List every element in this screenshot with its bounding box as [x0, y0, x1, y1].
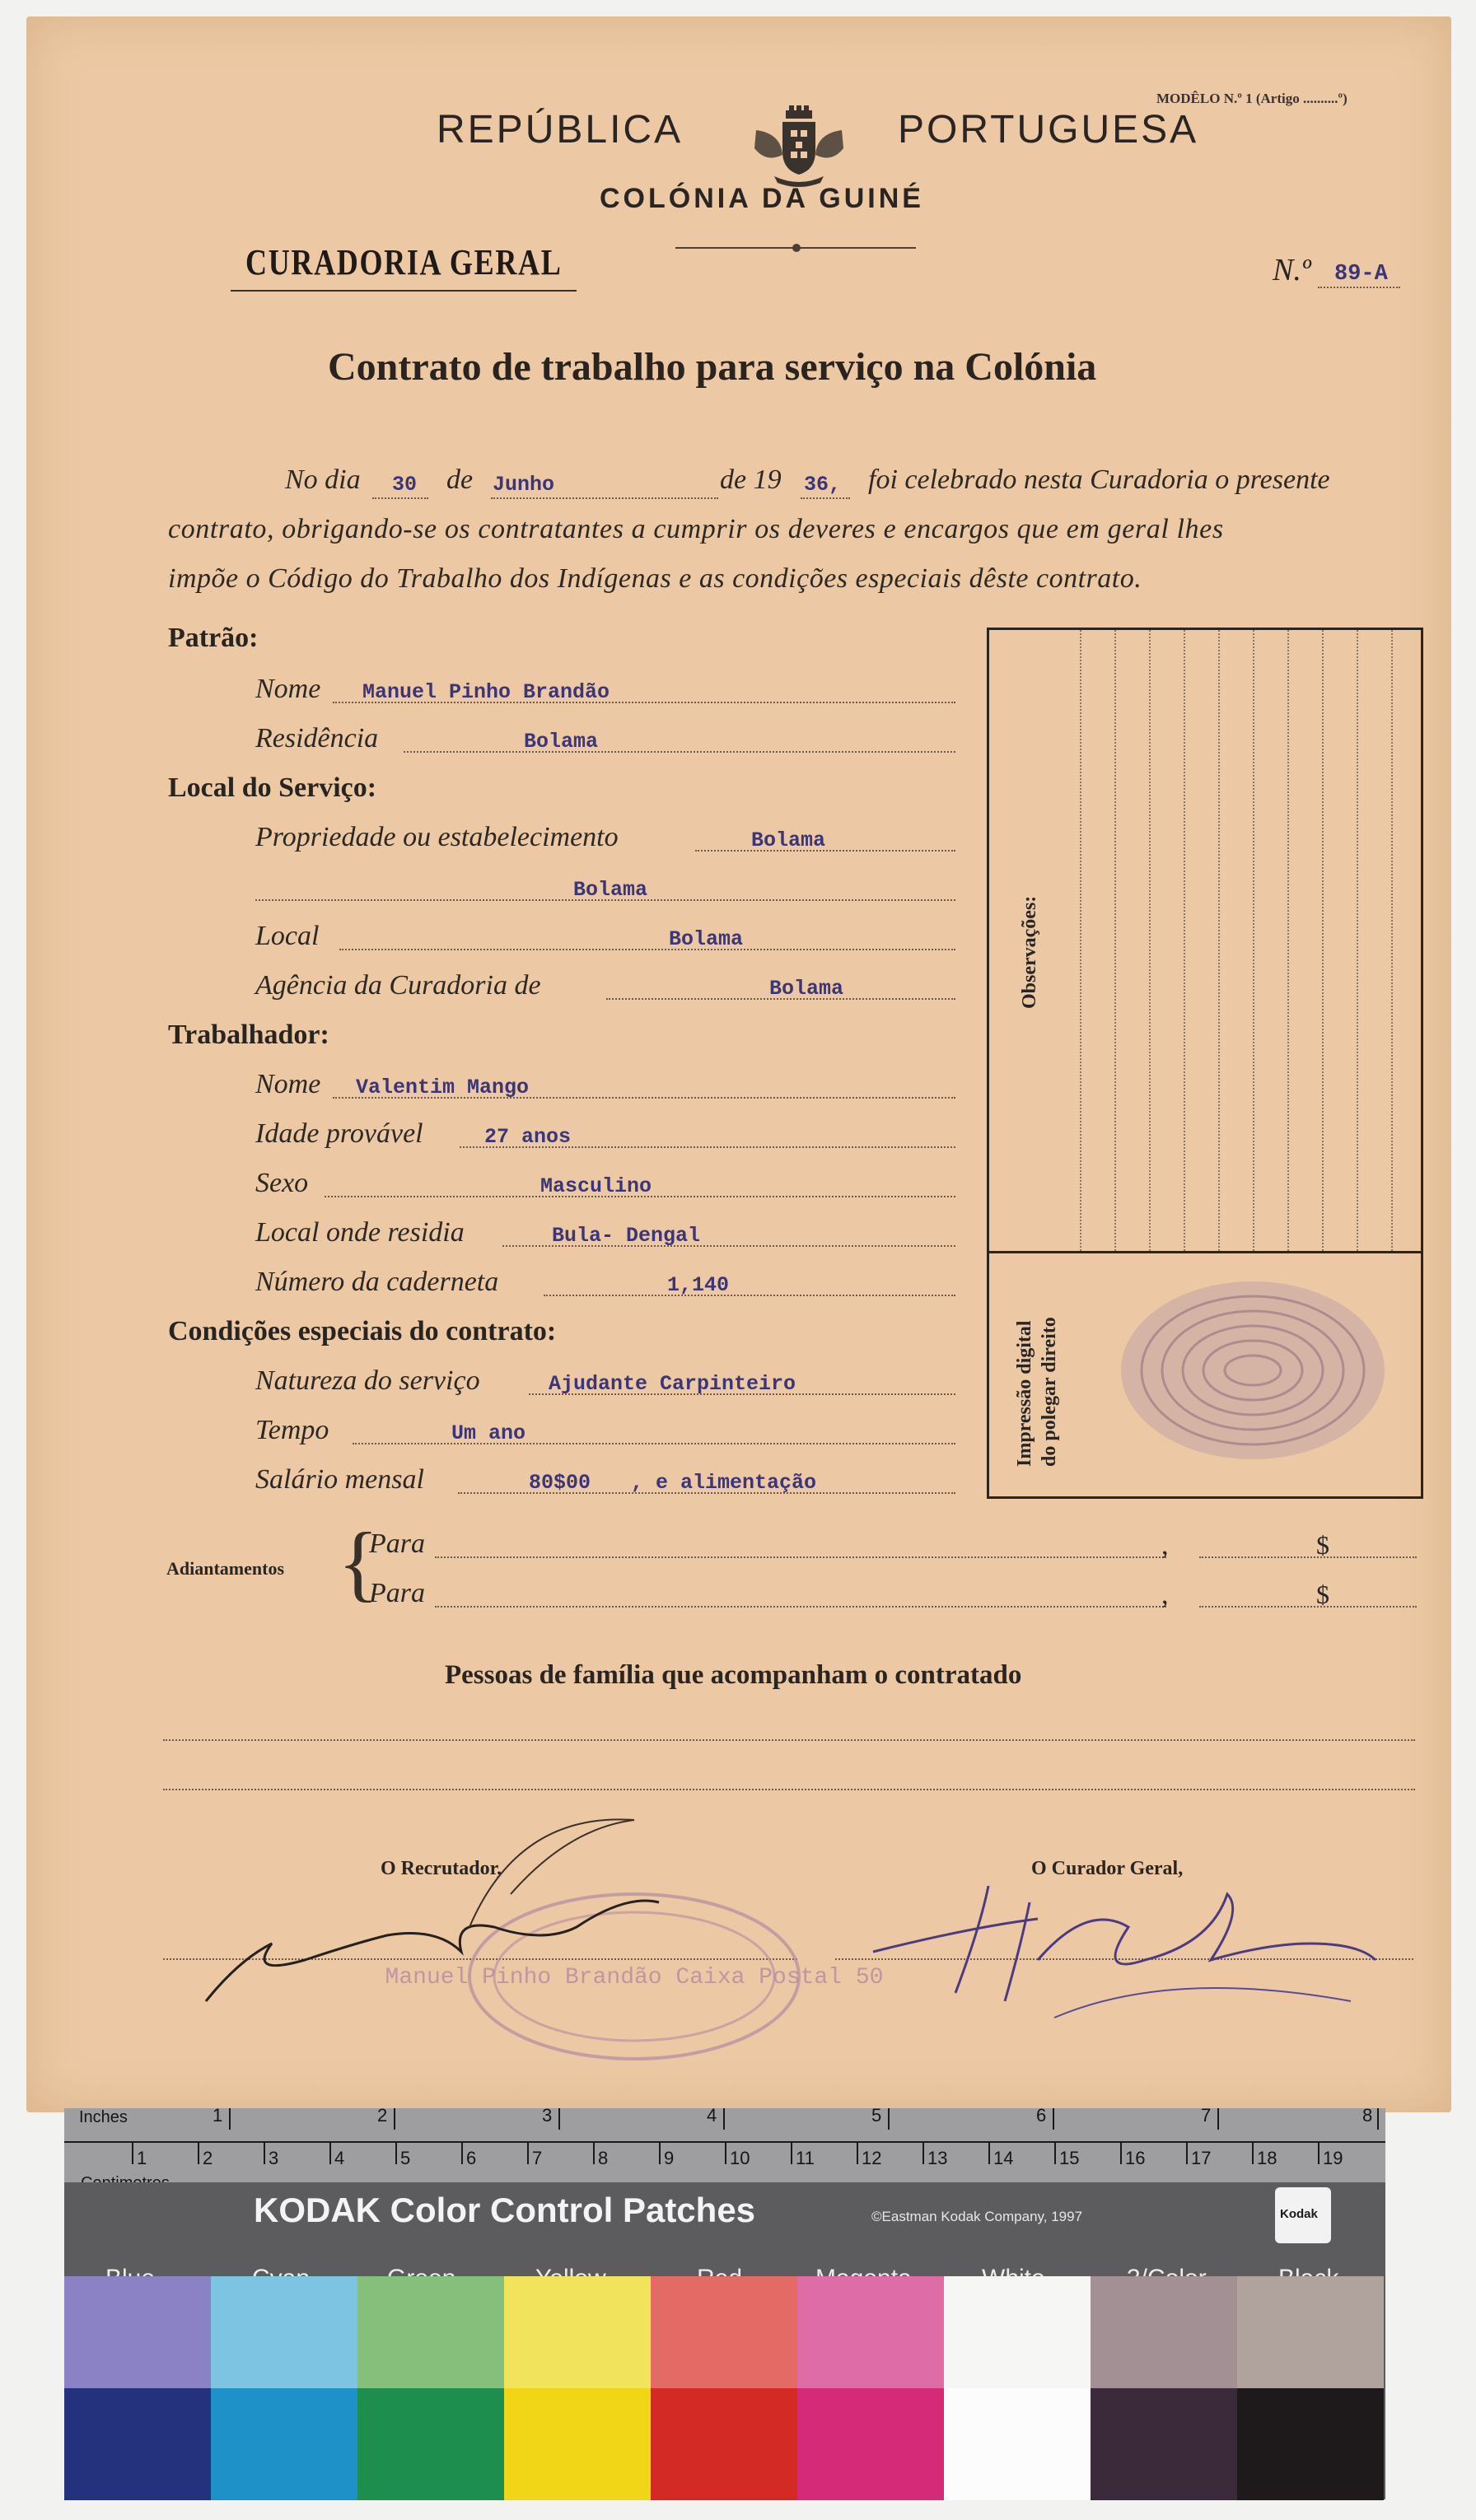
- coat-of-arms-icon: [750, 105, 848, 188]
- patch-top-red: [651, 2276, 797, 2388]
- inch-tick-label: 7: [1201, 2105, 1212, 2126]
- cm-tick: [329, 2143, 331, 2164]
- obs-column-line: [1357, 630, 1358, 1251]
- propriedade-extra-value: Bolama: [573, 878, 648, 902]
- adiantamento-comma-1: ,: [1161, 1530, 1169, 1561]
- inch-tick: [1053, 2108, 1054, 2130]
- caderneta-line: [544, 1295, 955, 1296]
- adiantamento-line-2: [435, 1606, 1166, 1608]
- recrutador-label: O Recrutador,: [381, 1858, 502, 1879]
- cm-tick-label: 10: [730, 2148, 750, 2168]
- adiantamento-para-2: Para: [369, 1578, 425, 1608]
- tempo-line: [353, 1443, 955, 1444]
- thumbprint-icon: [1113, 1276, 1393, 1465]
- inch-tick: [558, 2108, 560, 2130]
- trabalhador-nome-label: Nome: [255, 1069, 321, 1099]
- intro-no-dia: No dia: [285, 464, 361, 495]
- adiantamento-dollar-1: $: [1316, 1530, 1329, 1560]
- cm-tick: [1252, 2143, 1254, 2164]
- salario-extra: , e alimentação: [631, 1471, 817, 1495]
- curadoria-title: CURADORIA GERAL: [245, 242, 563, 282]
- cm-tick: [988, 2143, 990, 2164]
- colonia-text: COLÓNIA DA GUINÉ: [600, 183, 924, 214]
- cm-tick: [857, 2143, 858, 2164]
- cm-tick-label: 3: [269, 2148, 279, 2168]
- impressao-label-2: do polegar direito: [1039, 1317, 1060, 1467]
- observacoes-box: [987, 628, 1423, 1499]
- trabalhador-heading: Trabalhador:: [168, 1020, 329, 1050]
- cm-tick-label: 15: [1059, 2148, 1080, 2168]
- impressao-label-1: Impressão digital: [1014, 1320, 1035, 1467]
- adiantamentos-label: Adiantamentos: [166, 1558, 285, 1579]
- condicoes-heading: Condições especiais do contrato:: [168, 1316, 557, 1346]
- residia-label: Local onde residia: [255, 1217, 465, 1248]
- obs-column-line: [1322, 630, 1324, 1251]
- adiantamento-para-1: Para: [369, 1528, 425, 1559]
- cm-tick: [791, 2143, 792, 2164]
- patrao-residencia-label: Residência: [255, 723, 379, 754]
- inch-tick-label: 4: [707, 2105, 717, 2126]
- inch-tick: [723, 2108, 725, 2130]
- cm-tick-label: 13: [927, 2148, 948, 2168]
- cm-tick-label: 6: [466, 2148, 477, 2168]
- inch-tick: [888, 2108, 890, 2130]
- cm-tick-label: 1: [137, 2148, 147, 2168]
- adiantamentos-brace: {: [338, 1515, 379, 1610]
- numero-dotted-line: [1318, 287, 1400, 288]
- curador-label: O Curador Geral,: [1031, 1858, 1184, 1879]
- cm-tick-label: 19: [1323, 2148, 1343, 2168]
- inch-tick-label: 3: [542, 2105, 553, 2126]
- obs-column-line: [1114, 630, 1116, 1251]
- cm-tick-label: 9: [664, 2148, 675, 2168]
- curador-signature: [857, 1861, 1417, 2042]
- obs-column-line: [1253, 630, 1254, 1251]
- kodak-logo-text: Kodak: [1280, 2207, 1318, 2221]
- patrao-residencia-value: Bolama: [524, 730, 599, 754]
- local-label: Local: [255, 921, 320, 951]
- natureza-label: Natureza do serviço: [255, 1365, 480, 1396]
- sexo-label: Sexo: [255, 1168, 309, 1198]
- cm-tick: [527, 2143, 529, 2164]
- patch-top-white: [944, 2276, 1091, 2388]
- patch-top-magenta: [797, 2276, 944, 2388]
- cm-tick-label: 8: [598, 2148, 609, 2168]
- patch-top-black: [1237, 2276, 1384, 2388]
- propriedade-label: Propriedade ou estabelecimento: [255, 822, 619, 852]
- local-line: [339, 949, 955, 950]
- patch-bottom-blue: [64, 2388, 211, 2500]
- idade-label: Idade provável: [255, 1118, 423, 1149]
- intro-line3: impõe o Código do Trabalho dos Indígenas e as condições especiais dêste contrato.: [168, 563, 1142, 594]
- intro-mes-line: [491, 497, 718, 499]
- caderneta-value: 1,140: [667, 1273, 730, 1297]
- cm-tick: [198, 2143, 199, 2164]
- inch-tick: [1217, 2108, 1219, 2130]
- curadoria-underline: [231, 290, 577, 292]
- patch-top-green: [357, 2276, 504, 2388]
- patch-bottom-black: [1237, 2388, 1384, 2500]
- patch-top-yellow: [504, 2276, 651, 2388]
- obs-divider: [989, 1251, 1421, 1253]
- inch-tick-label: 1: [213, 2105, 223, 2126]
- intro-de: de: [446, 464, 474, 495]
- cm-tick: [725, 2143, 726, 2164]
- agencia-label: Agência da Curadoria de: [255, 970, 541, 1001]
- intro-dia-line: [372, 497, 428, 499]
- intro-de-19: de 19: [720, 464, 782, 495]
- natureza-value: Ajudante Carpinteiro: [549, 1372, 796, 1396]
- intro-ano-value: 36,: [804, 473, 842, 497]
- adiantamento-amount-line-1: [1199, 1556, 1417, 1558]
- obs-column-line: [1184, 630, 1185, 1251]
- inch-tick: [229, 2108, 231, 2130]
- intro-line1-end: foi celebrado nesta Curadoria o presente: [868, 464, 1330, 495]
- cm-tick: [395, 2143, 397, 2164]
- tempo-label: Tempo: [255, 1415, 329, 1445]
- cm-tick-label: 7: [532, 2148, 543, 2168]
- obs-column-line: [1287, 630, 1289, 1251]
- inch-tick: [1377, 2108, 1379, 2130]
- obs-column-line: [1391, 630, 1393, 1251]
- inch-tick-label: 5: [871, 2105, 882, 2126]
- kodak-title: KODAK Color Control Patches: [254, 2191, 756, 2229]
- stamp-text: Manuel Pinho Brandão Caixa Postal 50: [385, 1965, 884, 1990]
- cm-tick-label: 18: [1257, 2148, 1277, 2168]
- patch-bottom-cyan: [211, 2388, 357, 2500]
- cm-tick-label: 14: [993, 2148, 1014, 2168]
- obs-column-line: [1218, 630, 1220, 1251]
- agencia-value: Bolama: [769, 977, 844, 1001]
- cm-tick-label: 4: [334, 2148, 345, 2168]
- cm-tick: [1120, 2143, 1122, 2164]
- familia-line-1: [163, 1739, 1415, 1741]
- patch-bottom-yellow: [504, 2388, 651, 2500]
- modelo-text: MODÊLO N.º 1 (Artigo ..........º): [1156, 91, 1348, 106]
- obs-column-line: [1149, 630, 1151, 1251]
- republica-text: REPÚBLICA: [437, 108, 684, 152]
- cm-tick: [593, 2143, 595, 2164]
- intro-ano-line: [801, 497, 850, 499]
- patrao-nome-label: Nome: [255, 674, 321, 704]
- inch-tick-label: 2: [377, 2105, 388, 2126]
- trabalhador-nome-value: Valentim Mango: [356, 1076, 530, 1099]
- adiantamento-comma-2: ,: [1161, 1580, 1169, 1610]
- salario-label: Salário mensal: [255, 1464, 424, 1495]
- cm-tick: [1186, 2143, 1188, 2164]
- inch-tick: [394, 2108, 395, 2130]
- inch-tick-label: 8: [1362, 2105, 1373, 2126]
- patch-bottom-white: [944, 2388, 1091, 2500]
- salario-value: 80$00: [529, 1471, 591, 1495]
- ruler-inches-label: Inches: [79, 2108, 128, 2126]
- idade-value: 27 anos: [484, 1125, 572, 1149]
- cm-tick: [659, 2143, 661, 2164]
- patch-bottom-green: [357, 2388, 504, 2500]
- numero-label: N.º: [1273, 253, 1311, 287]
- cm-tick: [922, 2143, 924, 2164]
- familia-line-2: [163, 1789, 1415, 1790]
- portuguesa-text: PORTUGUESA: [898, 108, 1199, 152]
- inch-tick-label: 6: [1036, 2105, 1047, 2126]
- kodak-copyright: ©Eastman Kodak Company, 1997: [871, 2209, 1083, 2224]
- adiantamento-dollar-2: $: [1316, 1580, 1329, 1609]
- recrutador-signature: [198, 1804, 791, 2018]
- cm-tick-label: 12: [862, 2148, 882, 2168]
- intro-dia-value: 30: [392, 473, 418, 497]
- sexo-value: Masculino: [540, 1174, 652, 1198]
- document-title: Contrato de trabalho para serviço na Colónia: [328, 345, 1097, 389]
- familia-heading: Pessoas de família que acompanham o contratado: [445, 1660, 1022, 1690]
- cm-tick: [1054, 2143, 1056, 2164]
- kodak-logo: [1275, 2187, 1331, 2243]
- caderneta-label: Número da caderneta: [255, 1267, 499, 1297]
- intro-mes-value: Junho: [493, 473, 555, 497]
- cm-tick-label: 11: [796, 2148, 815, 2168]
- patch-bottom-3color: [1091, 2388, 1237, 2500]
- residia-value: Bula- Dengal: [552, 1224, 701, 1248]
- cm-tick: [264, 2143, 265, 2164]
- patch-bottom-red: [651, 2388, 797, 2500]
- intro-line2: contrato, obrigando-se os contratantes a cumprir os deveres e encargos que em geral lhes: [168, 514, 1224, 544]
- patch-top-cyan: [211, 2276, 357, 2388]
- patrao-nome-value: Manuel Pinho Brandão: [362, 680, 610, 704]
- header-ornament-dot: [792, 244, 801, 252]
- patrao-residencia-line: [404, 751, 955, 753]
- cm-tick: [132, 2143, 133, 2164]
- local-servico-heading: Local do Serviço:: [168, 772, 377, 803]
- tempo-value: Um ano: [451, 1421, 526, 1445]
- numero-value: 89-A: [1334, 262, 1388, 287]
- patrao-heading: Patrão:: [168, 623, 259, 653]
- cm-tick-label: 5: [400, 2148, 411, 2168]
- patch-top-blue: [64, 2276, 211, 2388]
- observacoes-label: Observações:: [1019, 895, 1040, 1009]
- cm-tick-label: 16: [1125, 2148, 1146, 2168]
- cm-tick: [1318, 2143, 1320, 2164]
- adiantamento-line-1: [435, 1556, 1166, 1558]
- patch-bottom-magenta: [797, 2388, 944, 2500]
- local-value: Bolama: [669, 927, 744, 951]
- cm-tick: [461, 2143, 463, 2164]
- cm-tick-label: 2: [203, 2148, 213, 2168]
- obs-column-line: [1080, 630, 1081, 1251]
- propriedade-value: Bolama: [751, 828, 826, 852]
- cm-tick-label: 17: [1191, 2148, 1212, 2168]
- adiantamento-amount-line-2: [1199, 1606, 1417, 1608]
- patch-top-3color: [1091, 2276, 1237, 2388]
